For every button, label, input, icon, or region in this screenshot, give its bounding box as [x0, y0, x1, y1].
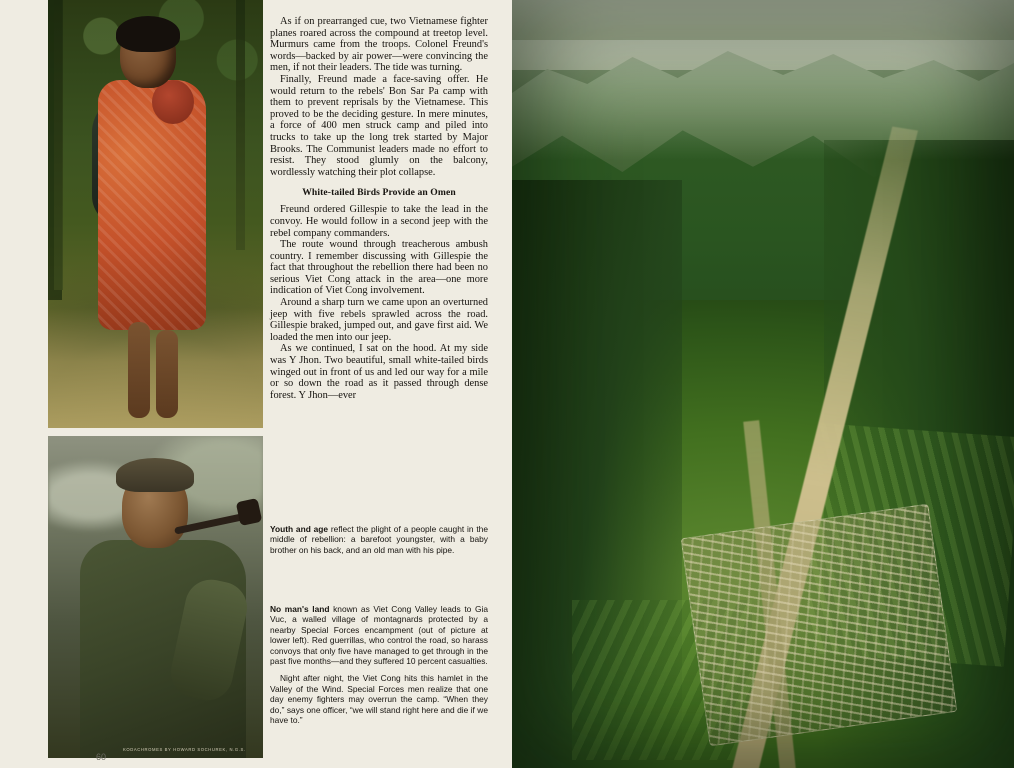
old-man-figure — [70, 448, 250, 758]
article-paragraph: Finally, Freund made a face-saving offer. He would return to the rebels' Bon Sar Pa camp with them to prevent reprisals by the Vietnamese. This proved to be the deciding gesture. In mere minutes, a force of 400 men struck camp and piled into trucks to take up the long trek started by Major Brooks. The Communist leaders made no effort to resist. They stood glumly on the balcony, wordlessly watching their plot collapse. — [270, 73, 488, 178]
caption-body: reflect the plight of a people caught in the middle of rebellion: a barefoot youngster, with a baby brother on his back, and an old man with his pipe. — [270, 524, 488, 555]
pipe-bowl-icon — [236, 498, 263, 526]
caption-text — [270, 524, 488, 555]
page-number: 60 — [96, 752, 107, 762]
caption-text-second: Night after night, the Viet Cong hits this hamlet in the Valley of the Wind. Special Forces men realize that one day enemy fighters may overrun the camp. “When they do,” says one officer, “we will stand right here and die if we have to.” — [270, 673, 488, 726]
tree-trunk-icon — [54, 0, 63, 290]
photo-old-man-with-pipe — [48, 436, 263, 758]
boy-figure — [90, 18, 222, 418]
aerial-atmospheric-haze — [512, 40, 1014, 160]
tree-trunk-icon — [236, 0, 245, 250]
old-man-cap — [116, 458, 194, 492]
article-paragraph: Around a sharp turn we came upon an overturned jeep with five rebels sprawled across the road. Gillespie braked, jumped out, and gave first aid. We loaded the men into our jeep. — [270, 297, 488, 343]
caption-text — [270, 604, 488, 666]
boy-garment — [98, 80, 206, 330]
article-paragraph: Freund ordered Gillespie to take the lead in the convoy. He would follow in a second jeep with the rebel company commanders. — [270, 204, 488, 239]
caption-lead-in: Youth and age — [270, 524, 329, 534]
article-paragraph: The route wound through treacherous ambush country. I remember discussing with Gillespie the fact that throughout the rebellion there had been no serious Viet Cong attack in the area—one more indication of Viet Cong involvement. — [270, 239, 488, 297]
article-subhead: White-tailed Birds Provide an Omen — [302, 187, 456, 199]
boy-leg-right — [156, 330, 178, 418]
boy-hair — [116, 16, 180, 52]
caption-lead-in: No man's land — [270, 604, 330, 614]
article-text-column — [270, 16, 488, 756]
photo-aerial-viet-cong-valley — [512, 0, 1014, 768]
article-paragraph: As we continued, I sat on the hood. At my side was Y Jhon. Two beautiful, small white-tailed birds winged out in front of us and led our way for a mile or so down the road as it passed through dense forest. Y Jhon—ever — [270, 343, 488, 401]
aerial-walled-village-gia-vuc — [681, 504, 958, 747]
left-photo-column — [48, 0, 263, 768]
caption-youth-and-age — [270, 524, 488, 555]
caption-body: known as Viet Cong Valley leads to Gia Vuc, a walled village of montagnards protected by a nearby Special Forces encampment (out of picture at lower left). Red guerrillas, who control the road, so harass convoys that only five have managed to get through in the past five months—and they suffered 10 percent casualties. — [270, 604, 488, 667]
photo-boy-with-baby — [48, 0, 263, 428]
caption-no-mans-land — [270, 604, 488, 725]
article-paragraph: As if on prearranged cue, two Vietnamese fighter planes roared across the compound at treetop level. Murmurs came from the troops. Colonel Freund's words—backed by air power—were convincing the men, if not their leaders. The tide was turning. — [270, 16, 488, 74]
photo-credit: KODACHROMES BY HOWARD SOCHUREK, N.G.S. — [123, 747, 246, 752]
boy-leg-left — [128, 322, 150, 418]
